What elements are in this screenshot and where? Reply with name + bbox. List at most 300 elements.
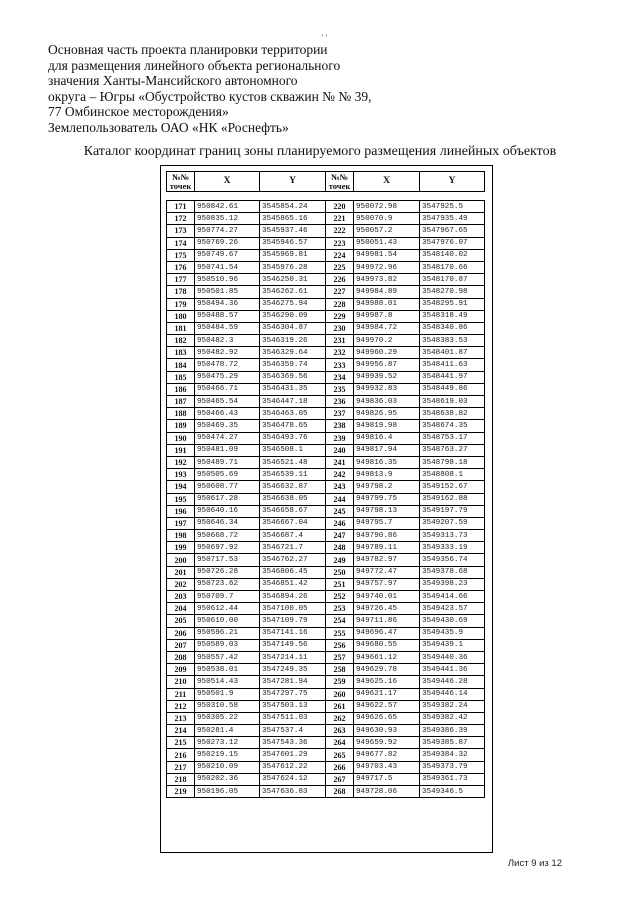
table-row <box>167 737 485 749</box>
x-value: 950488.57 <box>195 310 260 322</box>
point-number: 214 <box>167 725 195 737</box>
point-number: 216 <box>167 749 195 761</box>
point-number: 218 <box>167 773 195 785</box>
y-value: 3547503.13 <box>260 700 326 712</box>
x-value: 950501.85 <box>195 286 260 298</box>
point-number: 265 <box>326 749 354 761</box>
x-value: 949757.97 <box>354 578 420 590</box>
header-num-top-2: №№ <box>330 171 349 182</box>
x-value: 950281.4 <box>195 725 260 737</box>
y-value: 3546539.11 <box>260 469 326 481</box>
point-number: 209 <box>167 664 195 676</box>
table-row <box>167 664 485 676</box>
y-value: 3547612.22 <box>260 761 326 773</box>
point-number: 190 <box>167 432 195 444</box>
point-number: 186 <box>167 383 195 395</box>
x-value: 950489.71 <box>195 456 260 468</box>
table-row <box>167 213 485 225</box>
table-row <box>167 383 485 395</box>
x-value: 949813.9 <box>354 469 420 481</box>
point-number: 194 <box>167 481 195 493</box>
y-value: 3547636.83 <box>260 786 326 798</box>
y-value: 3547624.12 <box>260 773 326 785</box>
x-value: 950668.72 <box>195 530 260 542</box>
y-value: 3549446.28 <box>420 676 485 688</box>
y-value: 3546721.7 <box>260 542 326 554</box>
point-number: 266 <box>326 761 354 773</box>
x-value: 949988.01 <box>354 298 420 310</box>
x-value: 950610.00 <box>195 615 260 627</box>
table-row <box>167 396 485 408</box>
point-number: 231 <box>326 335 354 347</box>
table-row <box>167 493 485 505</box>
y-value: 3548763.27 <box>420 444 485 456</box>
y-value: 3548619.03 <box>420 396 485 408</box>
y-value: 3546431.35 <box>260 383 326 395</box>
x-value: 950202.36 <box>195 773 260 785</box>
table-row <box>167 505 485 517</box>
table-row <box>167 700 485 712</box>
table-row <box>167 371 485 383</box>
point-number: 176 <box>167 261 195 273</box>
y-value: 3547100.05 <box>260 603 326 615</box>
point-number: 247 <box>326 530 354 542</box>
point-number: 221 <box>326 213 354 225</box>
point-number: 223 <box>326 237 354 249</box>
x-value: 950465.54 <box>195 396 260 408</box>
table-row <box>167 444 485 456</box>
y-value: 3546478.65 <box>260 420 326 432</box>
y-value: 3548674.35 <box>420 420 485 432</box>
y-value: 3547249.35 <box>260 664 326 676</box>
x-value: 949798.2 <box>354 481 420 493</box>
x-value: 950481.09 <box>195 444 260 456</box>
y-value: 3546762.27 <box>260 554 326 566</box>
x-value: 949696.47 <box>354 627 420 639</box>
table-row <box>167 712 485 724</box>
table-row <box>167 310 485 322</box>
y-value: 3546262.61 <box>260 286 326 298</box>
table-row <box>167 347 485 359</box>
point-number: 206 <box>167 627 195 639</box>
x-value: 949799.75 <box>354 493 420 505</box>
header-point-number <box>167 172 195 192</box>
header-y-2: Y <box>420 172 485 192</box>
point-number: 239 <box>326 432 354 444</box>
x-value: 950608.77 <box>195 481 260 493</box>
point-number: 182 <box>167 335 195 347</box>
header-num-bottom: точек <box>169 180 192 191</box>
point-number: 249 <box>326 554 354 566</box>
y-value: 3549439.1 <box>420 639 485 651</box>
point-number: 196 <box>167 505 195 517</box>
x-value: 950723.62 <box>195 578 260 590</box>
y-value: 3548340.86 <box>420 322 485 334</box>
point-number: 181 <box>167 322 195 334</box>
x-value: 950774.27 <box>195 225 260 237</box>
table-row <box>167 627 485 639</box>
point-number: 180 <box>167 310 195 322</box>
x-value: 949819.98 <box>354 420 420 432</box>
point-number: 178 <box>167 286 195 298</box>
x-value: 950589.03 <box>195 639 260 651</box>
point-number: 227 <box>326 286 354 298</box>
y-value: 3547935.49 <box>420 213 485 225</box>
x-value: 950501.9 <box>195 688 260 700</box>
point-number: 204 <box>167 603 195 615</box>
table-row <box>167 432 485 444</box>
x-value: 950514.43 <box>195 676 260 688</box>
x-value: 949661.12 <box>354 651 420 663</box>
y-value: 3549313.73 <box>420 530 485 542</box>
point-number: 183 <box>167 347 195 359</box>
x-value: 949984.72 <box>354 322 420 334</box>
point-number: 268 <box>326 786 354 798</box>
x-value: 950273.12 <box>195 737 260 749</box>
x-value: 949717.5 <box>354 773 420 785</box>
point-number: 257 <box>326 651 354 663</box>
point-number: 187 <box>167 396 195 408</box>
x-value: 950210.09 <box>195 761 260 773</box>
y-value: 3546290.09 <box>260 310 326 322</box>
y-value: 3546851.42 <box>260 578 326 590</box>
point-number: 264 <box>326 737 354 749</box>
x-value: 950842.61 <box>195 201 260 213</box>
x-value: 950484.59 <box>195 322 260 334</box>
y-value: 3547976.07 <box>420 237 485 249</box>
x-value: 950466.43 <box>195 408 260 420</box>
header-line-4: округа – Югры «Обустройство кустов скважин № № 39, <box>48 88 372 104</box>
y-value: 3549152.67 <box>420 481 485 493</box>
point-number: 220 <box>326 201 354 213</box>
point-number: 253 <box>326 603 354 615</box>
header-point-number-2 <box>326 172 354 192</box>
point-number: 224 <box>326 249 354 261</box>
y-value: 3549382.24 <box>420 700 485 712</box>
point-number: 177 <box>167 274 195 286</box>
point-number: 263 <box>326 725 354 737</box>
table-row <box>167 591 485 603</box>
y-value: 3549356.74 <box>420 554 485 566</box>
y-value: 3546275.94 <box>260 298 326 310</box>
point-number: 237 <box>326 408 354 420</box>
y-value: 3546667.04 <box>260 517 326 529</box>
point-number: 171 <box>167 201 195 213</box>
y-value: 3549430.69 <box>420 615 485 627</box>
x-value: 949798.13 <box>354 505 420 517</box>
point-number: 210 <box>167 676 195 688</box>
y-value: 3546304.87 <box>260 322 326 334</box>
point-number: 199 <box>167 542 195 554</box>
table-row <box>167 688 485 700</box>
y-value: 3549373.79 <box>420 761 485 773</box>
x-value: 950196.05 <box>195 786 260 798</box>
x-value: 949726.45 <box>354 603 420 615</box>
point-number: 222 <box>326 225 354 237</box>
x-value: 949740.01 <box>354 591 420 603</box>
x-value: 949728.06 <box>354 786 420 798</box>
x-value: 950717.53 <box>195 554 260 566</box>
y-value: 3548798.18 <box>420 456 485 468</box>
x-value: 949973.82 <box>354 274 420 286</box>
x-value: 950612.44 <box>195 603 260 615</box>
point-number: 232 <box>326 347 354 359</box>
x-value: 950466.71 <box>195 383 260 395</box>
x-value: 949817.94 <box>354 444 420 456</box>
x-value: 950474.27 <box>195 432 260 444</box>
x-value: 950640.16 <box>195 505 260 517</box>
point-number: 252 <box>326 591 354 603</box>
point-number: 219 <box>167 786 195 798</box>
point-number: 248 <box>326 542 354 554</box>
table-row <box>167 408 485 420</box>
x-value: 950596.21 <box>195 627 260 639</box>
table-row <box>167 773 485 785</box>
table-row <box>167 530 485 542</box>
point-number: 225 <box>326 261 354 273</box>
x-value: 949680.55 <box>354 639 420 651</box>
y-value: 3547297.75 <box>260 688 326 700</box>
y-value: 3549333.19 <box>420 542 485 554</box>
header-x-2: X <box>354 172 420 192</box>
x-value: 950057.2 <box>354 225 420 237</box>
y-value: 3547967.65 <box>420 225 485 237</box>
x-value: 949626.65 <box>354 712 420 724</box>
x-value: 950494.36 <box>195 298 260 310</box>
table-row <box>167 237 485 249</box>
y-value: 3545937.46 <box>260 225 326 237</box>
y-value: 3546894.26 <box>260 591 326 603</box>
point-number: 234 <box>326 371 354 383</box>
header-x: X <box>195 172 260 192</box>
table-row <box>167 566 485 578</box>
y-value: 3549398.23 <box>420 578 485 590</box>
x-value: 949932.83 <box>354 383 420 395</box>
x-value: 949629.78 <box>354 664 420 676</box>
point-number: 208 <box>167 651 195 663</box>
point-number: 207 <box>167 639 195 651</box>
y-value: 3546632.87 <box>260 481 326 493</box>
x-value: 949816.35 <box>354 456 420 468</box>
point-number: 230 <box>326 322 354 334</box>
table-row <box>167 298 485 310</box>
point-number: 195 <box>167 493 195 505</box>
y-value: 3546319.26 <box>260 335 326 347</box>
x-value: 949972.96 <box>354 261 420 273</box>
x-value: 949630.93 <box>354 725 420 737</box>
point-number: 200 <box>167 554 195 566</box>
y-value: 3545865.16 <box>260 213 326 225</box>
y-value: 3548383.53 <box>420 335 485 347</box>
document-header <box>48 42 372 135</box>
table-row <box>167 274 485 286</box>
y-value: 3547141.16 <box>260 627 326 639</box>
point-number: 238 <box>326 420 354 432</box>
table-row <box>167 761 485 773</box>
y-value: 3549414.66 <box>420 591 485 603</box>
y-value: 3548170.87 <box>420 274 485 286</box>
point-number: 262 <box>326 712 354 724</box>
y-value: 3547149.56 <box>260 639 326 651</box>
x-value: 949625.16 <box>354 676 420 688</box>
y-value: 3549446.14 <box>420 688 485 700</box>
point-number: 240 <box>326 444 354 456</box>
x-value: 949960.29 <box>354 347 420 359</box>
x-value: 950478.72 <box>195 359 260 371</box>
table-header-row <box>167 172 485 192</box>
x-value: 949789.11 <box>354 542 420 554</box>
table-row <box>167 469 485 481</box>
y-value: 3546493.76 <box>260 432 326 444</box>
header-gap <box>167 192 485 201</box>
x-value: 949790.86 <box>354 530 420 542</box>
point-number: 246 <box>326 517 354 529</box>
x-value: 949836.03 <box>354 396 420 408</box>
y-value: 3546250.31 <box>260 274 326 286</box>
point-number: 201 <box>167 566 195 578</box>
y-value: 3546687.4 <box>260 530 326 542</box>
x-value: 949956.87 <box>354 359 420 371</box>
x-value: 950741.54 <box>195 261 260 273</box>
x-value: 950072.98 <box>354 201 420 213</box>
point-number: 228 <box>326 298 354 310</box>
point-number: 191 <box>167 444 195 456</box>
x-value: 949703.43 <box>354 761 420 773</box>
y-value: 3549386.39 <box>420 725 485 737</box>
x-value: 950835.12 <box>195 213 260 225</box>
coordinates-table <box>166 171 485 798</box>
y-value: 3545854.24 <box>260 201 326 213</box>
x-value: 950070.9 <box>354 213 420 225</box>
table-row <box>167 225 485 237</box>
table-row <box>167 554 485 566</box>
y-value: 3548449.86 <box>420 383 485 395</box>
x-value: 950557.42 <box>195 651 260 663</box>
point-number: 202 <box>167 578 195 590</box>
point-number: 260 <box>326 688 354 700</box>
point-number: 242 <box>326 469 354 481</box>
point-number: 255 <box>326 627 354 639</box>
y-value: 3547281.94 <box>260 676 326 688</box>
point-number: 251 <box>326 578 354 590</box>
y-value: 3549441.36 <box>420 664 485 676</box>
point-number: 198 <box>167 530 195 542</box>
x-value: 949711.86 <box>354 615 420 627</box>
y-value: 3546329.64 <box>260 347 326 359</box>
y-value: 3548808.1 <box>420 469 485 481</box>
table-row <box>167 676 485 688</box>
y-value: 3546359.74 <box>260 359 326 371</box>
point-number: 258 <box>326 664 354 676</box>
x-value: 949970.2 <box>354 335 420 347</box>
table-row <box>167 481 485 493</box>
x-value: 950305.22 <box>195 712 260 724</box>
header-num-top: №№ <box>171 171 190 182</box>
point-number: 243 <box>326 481 354 493</box>
header-line-6: Землепользователь ОАО «НК «Роснефть» <box>48 119 289 135</box>
x-value: 950219.15 <box>195 749 260 761</box>
table-row <box>167 615 485 627</box>
table-row <box>167 517 485 529</box>
y-value: 3549361.73 <box>420 773 485 785</box>
x-value: 949622.57 <box>354 700 420 712</box>
x-value: 950617.28 <box>195 493 260 505</box>
y-value: 3549197.79 <box>420 505 485 517</box>
point-number: 172 <box>167 213 195 225</box>
y-value: 3549378.68 <box>420 566 485 578</box>
x-value: 949677.82 <box>354 749 420 761</box>
point-number: 205 <box>167 615 195 627</box>
point-number: 192 <box>167 456 195 468</box>
x-value: 950482.3 <box>195 335 260 347</box>
y-value: 3549162.88 <box>420 493 485 505</box>
table-row <box>167 201 485 213</box>
point-number: 245 <box>326 505 354 517</box>
point-number: 212 <box>167 700 195 712</box>
point-number: 244 <box>326 493 354 505</box>
y-value: 3548318.49 <box>420 310 485 322</box>
y-value: 3547925.5 <box>420 201 485 213</box>
table-row <box>167 786 485 798</box>
y-value: 3548140.02 <box>420 249 485 261</box>
x-value: 949659.92 <box>354 737 420 749</box>
point-number: 203 <box>167 591 195 603</box>
table-row <box>167 651 485 663</box>
x-value: 950051.43 <box>354 237 420 249</box>
table-row <box>167 578 485 590</box>
table-row <box>167 603 485 615</box>
page-number: Лист 9 из 12 <box>507 858 562 869</box>
x-value: 950697.92 <box>195 542 260 554</box>
y-value: 3548270.98 <box>420 286 485 298</box>
coordinates-body <box>167 201 485 798</box>
point-number: 250 <box>326 566 354 578</box>
y-value: 3548411.63 <box>420 359 485 371</box>
x-value: 950709.7 <box>195 591 260 603</box>
y-value: 3545976.28 <box>260 261 326 273</box>
table-row <box>167 261 485 273</box>
point-number: 267 <box>326 773 354 785</box>
y-value: 3548753.17 <box>420 432 485 444</box>
point-number: 226 <box>326 274 354 286</box>
point-number: 189 <box>167 420 195 432</box>
point-number: 193 <box>167 469 195 481</box>
page-mark: ' ' <box>322 33 327 42</box>
y-value: 3549385.87 <box>420 737 485 749</box>
y-value: 3545969.81 <box>260 249 326 261</box>
x-value: 950310.58 <box>195 700 260 712</box>
header-line-1: Основная часть проекта планировки территории <box>48 42 328 57</box>
table-row <box>167 456 485 468</box>
y-value: 3546447.18 <box>260 396 326 408</box>
x-value: 949984.89 <box>354 286 420 298</box>
x-value: 949826.95 <box>354 408 420 420</box>
point-number: 179 <box>167 298 195 310</box>
x-value: 949939.52 <box>354 371 420 383</box>
point-number: 241 <box>326 456 354 468</box>
y-value: 3549440.36 <box>420 651 485 663</box>
header-line-3: значения Ханты-Мансийского автономного <box>48 73 298 88</box>
y-value: 3548638.82 <box>420 408 485 420</box>
point-number: 184 <box>167 359 195 371</box>
table-row <box>167 249 485 261</box>
point-number: 175 <box>167 249 195 261</box>
y-value: 3548295.91 <box>420 298 485 310</box>
x-value: 949795.7 <box>354 517 420 529</box>
x-value: 950749.67 <box>195 249 260 261</box>
point-number: 174 <box>167 237 195 249</box>
x-value: 950510.96 <box>195 274 260 286</box>
